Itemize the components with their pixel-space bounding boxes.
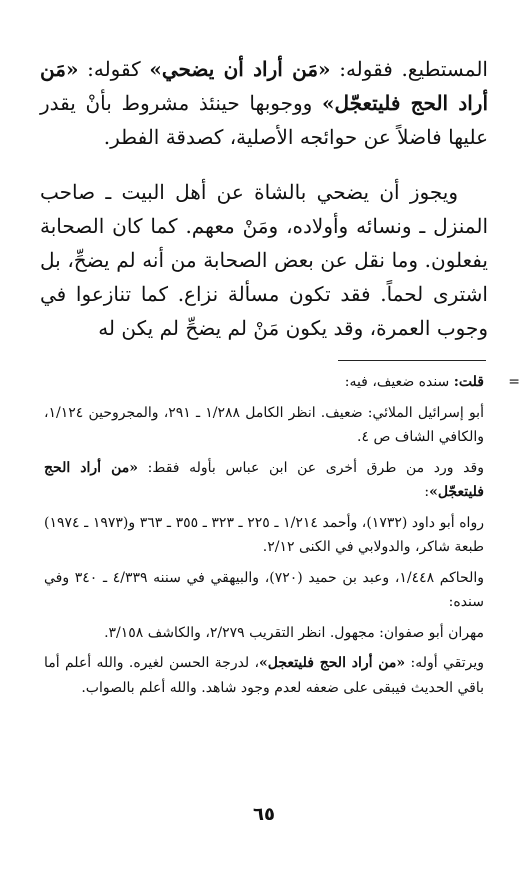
main-paragraph-2: ويجوز أن يضحي بالشاة عن أهل البيت ـ صاحب المنزل ـ ونسائه وأولاده، ومَنْ معهم. كما كان الصحابة يفعلون. وما نقل عن بعض الصحابة من أنه لم يضحِّ، بل اشترى لحماً. فقد تكون مسألة نزاع. كما تنازعوا في وجوب العمرة، وقد يكون مَنْ لم يضحِّ لم يكن له [40, 179, 488, 341]
footnote-7-text: ويرتقي أوله: [405, 655, 484, 671]
p1-text-3: ووجوبها حينئذ مشروط بأنْ يقدر عليها فاضلاً عن حوائجه الأصلية، كصدقة الفطر. [40, 91, 488, 150]
p1-quote-hajj: «مَن أراد الحج فليتعجّل» [40, 57, 489, 116]
p1-quote-udhiya: «مَن أراد أن يضحي» [149, 57, 331, 81]
main-paragraph-1 [40, 52, 488, 155]
page-number: ٦٥ [253, 804, 275, 825]
p1-text-2: كقوله: [78, 57, 150, 81]
main-text [40, 52, 488, 346]
footnote-3-quote: «من أراد الحج فليتعجّل» [44, 459, 484, 500]
footnote-7 [44, 651, 484, 700]
footnote-separator [338, 360, 486, 361]
footnote-3-text: وقد ورد من طرق أخرى عن ابن عباس بأوله فقط: [138, 459, 484, 476]
footnote-1-bold: قلت: [453, 374, 484, 390]
footnote-7-end: ، لدرجة الحسن لغيره. والله أعلم أما باقي الحديث فيبقى على ضعفه لعدم وجود شاهد. والله أعلم بالصواب. [44, 655, 484, 696]
footnote-7-quote: «من أراد الحج فليتعجل» [259, 655, 406, 671]
p1-text-1: المستطيع. فقوله: [330, 57, 488, 81]
footnote-3 [44, 456, 484, 505]
footnote-3-end: : [424, 484, 430, 500]
footnote-1 [44, 370, 520, 395]
footnote-1-text: سنده ضعيف، فيه: [344, 374, 454, 390]
footnote-4: رواه أبو داود (١٧٣٢)، وأحمد ١/٢١٤ ـ ٢٢٥ ـ ٣٢٣ ـ ٣٥٥ ـ ٣٦٣ و(١٩٧٣ ـ ١٩٧٤) طبعة شاكر، والدولابي في الكنى ٢/١٢. [44, 514, 484, 555]
continuation-marker: = [508, 374, 520, 390]
footnote-6: مهران أبو صفوان: مجهول. انظر التقريب ٢/٢٧٩، والكاشف ٣/١٥٨. [104, 624, 484, 641]
footnote-5: والحاكم ١/٤٤٨، وعبد بن حميد (٧٢٠)، والبيهقي في سننه ٤/٣٣٩ ـ ٣٤٠ وفي سنده: [44, 569, 484, 610]
footnotes [44, 370, 520, 706]
footnote-2: أبو إسرائيل الملائي: ضعيف. انظر الكامل ١/٢٨٨ ـ ٢٩١، والمجروحين ١/١٢٤، والكافي الشاف ص ٤. [44, 404, 484, 445]
